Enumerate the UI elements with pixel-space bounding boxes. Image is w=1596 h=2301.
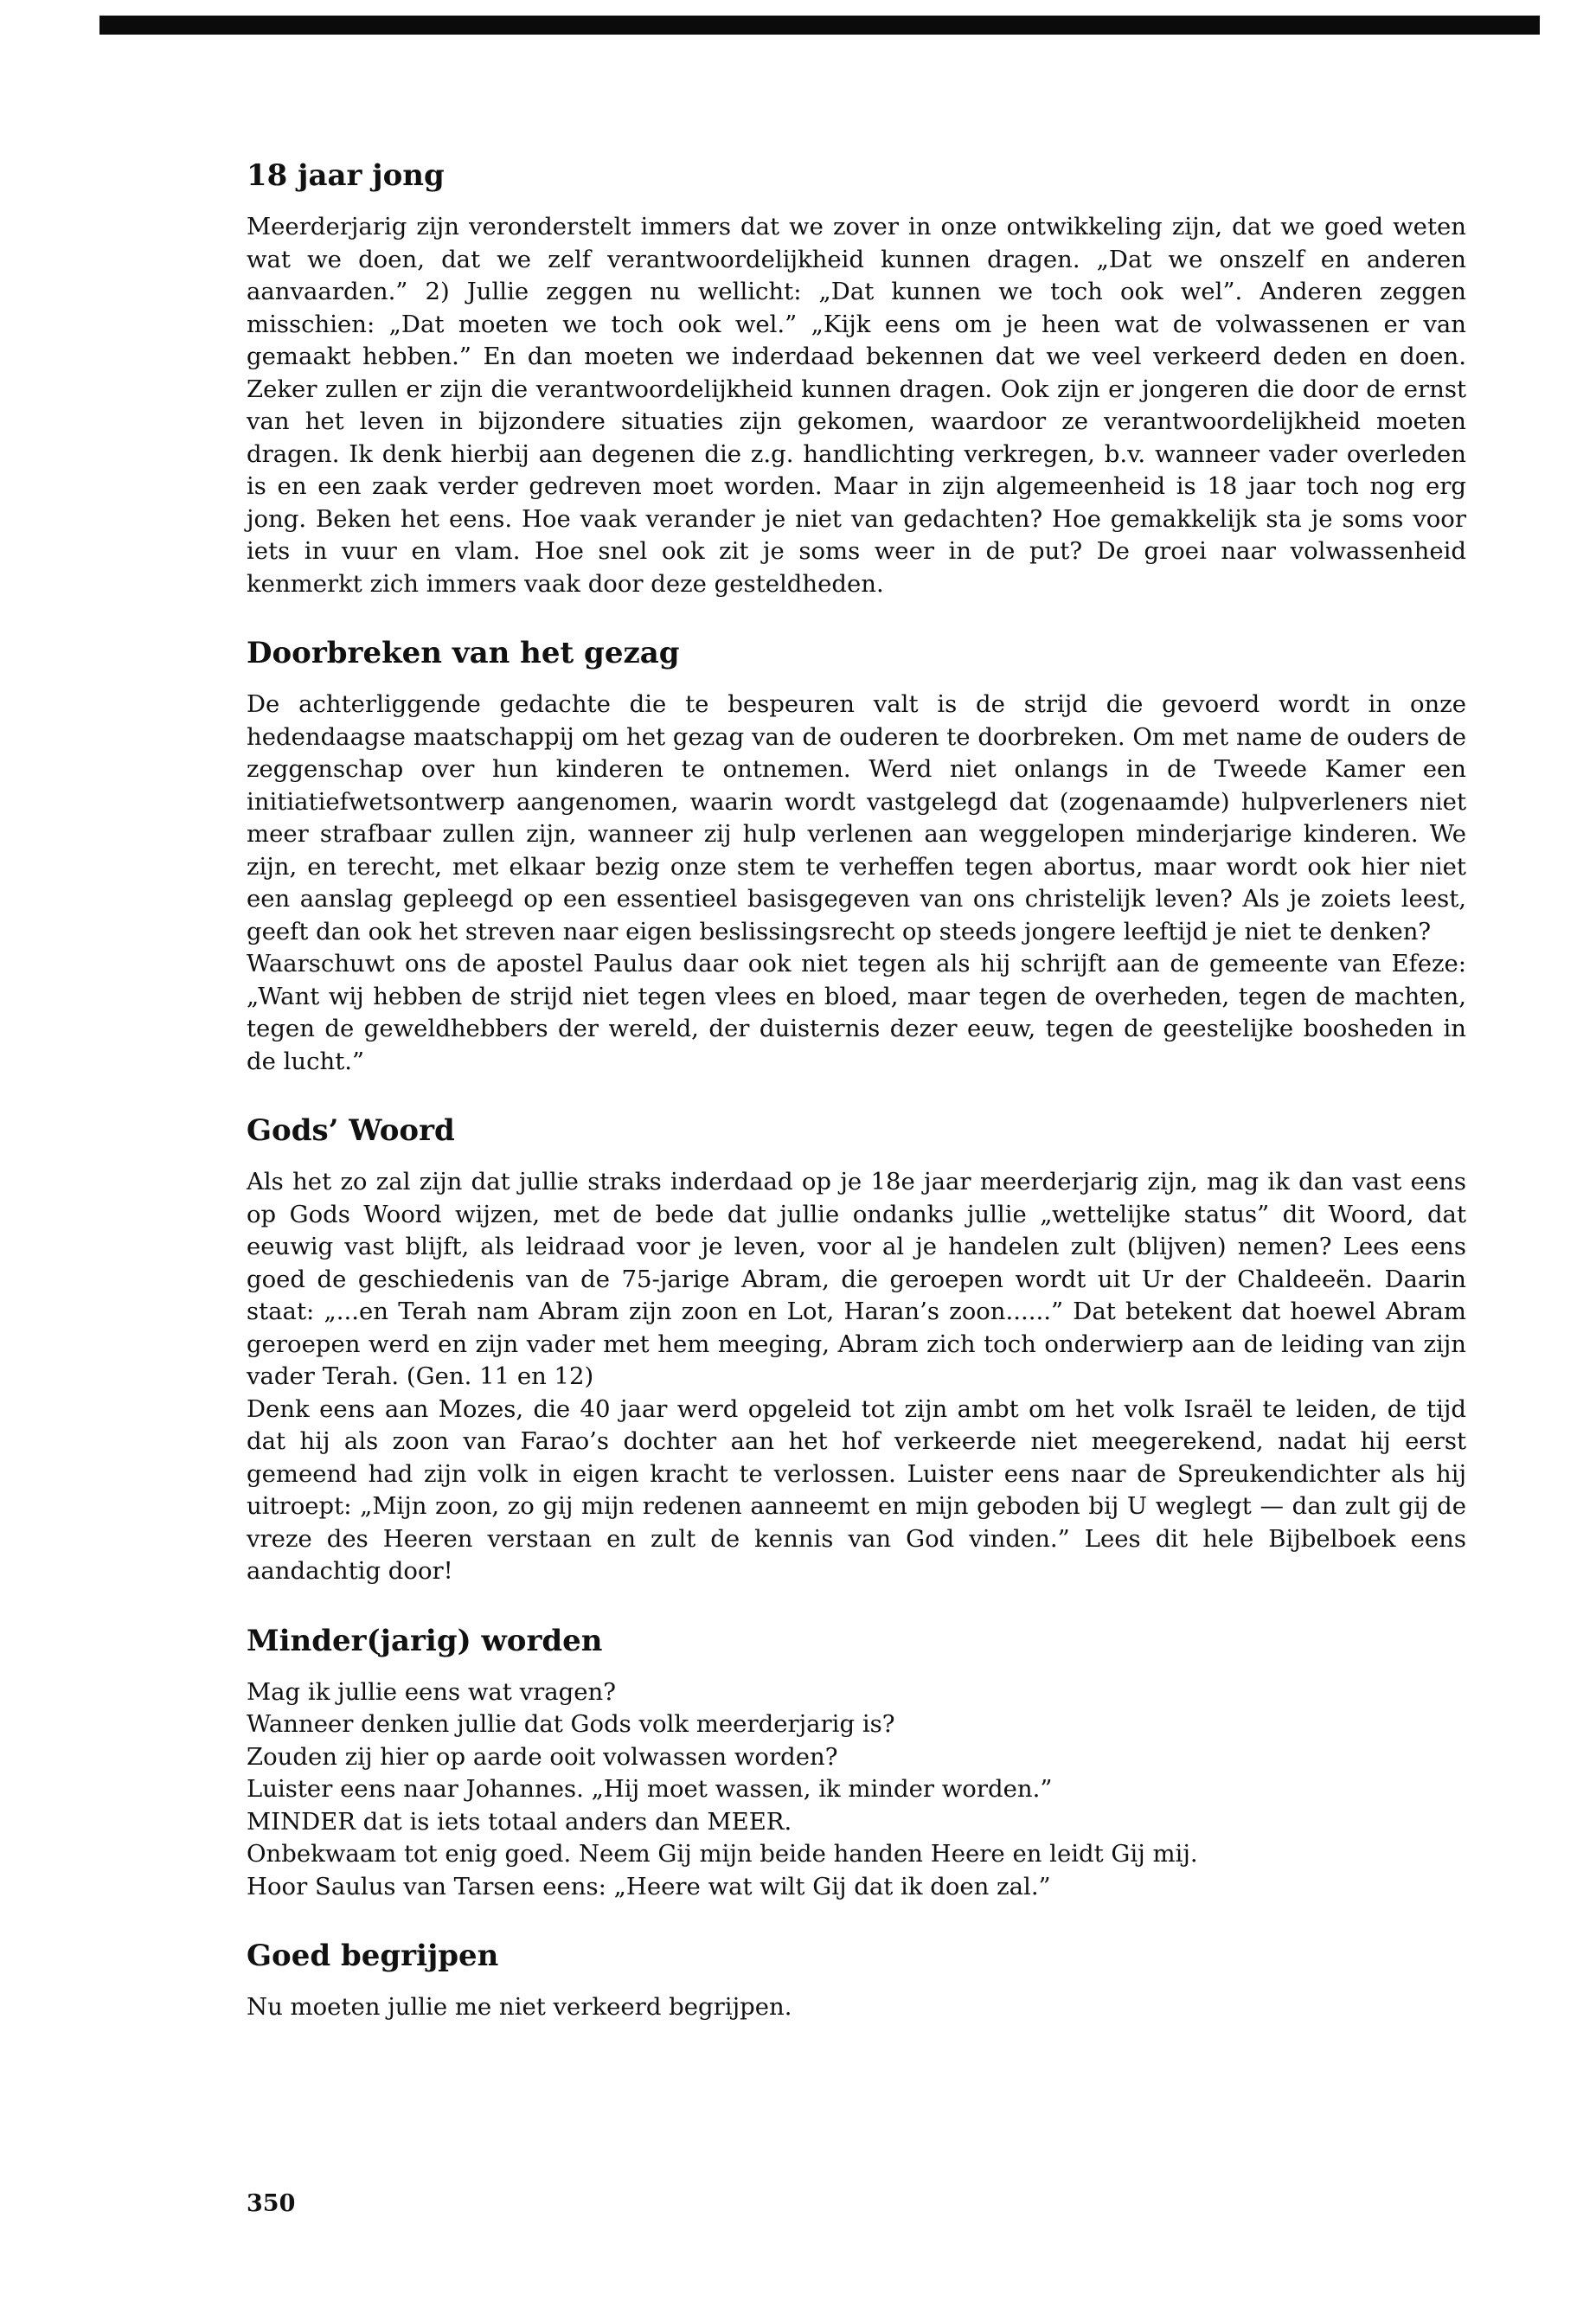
section-gods-woord [247, 1111, 1466, 1588]
article-column [247, 156, 1466, 2024]
section-heading: Goed begrijpen [247, 1939, 499, 1973]
section-minderjarig-worden [247, 1621, 1466, 1904]
text-line: Nu moeten jullie me niet verkeerd begrijpen. [247, 1993, 792, 2021]
text-line: Onbekwaam tot enig goed. Neem Gij mijn beide handen Heere en leidt Gij mij. [247, 1840, 1198, 1868]
body-paragraph: Meerderjarig zijn veronderstelt immers dat we zover in onze ontwikkeling zijn, dat we goed weten wat we doen, dat we zelf verantwoordelijkheid kunnen dragen. „Dat we onszelf en anderen aanvaarden.” 2) Jullie zeggen nu wellicht: „Dat kunnen we toch ook wel”. Anderen zeggen misschien: „Dat moeten we toch ook wel.” „Kijk eens om je heen wat de volwassenen er van gemaakt hebben.” En dan moeten we inderdaad bekennen dat we veel verkeerd deden en doen. Zeker zullen er zijn die verantwoordelijkheid kunnen dragen. Ook zijn er jongeren die door de ernst van het leven in bijzondere situaties zijn gekomen, waardoor ze verantwoordelijkheid moeten dragen. Ik denk hierbij aan degenen die z.g. handlichting verkregen, b.v. wanneer vader overleden is en een zaak verder gedreven moet worden. Maar in zijn algemeenheid is 18 jaar toch nog erg jong. Beken het eens. Hoe vaak verander je niet van gedachten? Hoe gemakkelijk sta je soms voor iets in vuur en vlam. Hoe snel ook zit je soms weer in de put? De groei naar volwassenheid kenmerkt zich immers vaak door deze gesteldheden. [247, 213, 1466, 598]
text-line: Zouden zij hier op aarde ooit volwassen worden? [247, 1742, 838, 1771]
body-paragraph: Als het zo zal zijn dat jullie straks inderdaad op je 18e jaar meerderjarig zijn, mag ik dan vast eens op Gods Woord wijzen, met de bede dat jullie ondanks jullie „wettelijke status” dit Woord, dat eeuwig vast blijft, als leidraad voor je leven, voor al je handelen zult (blijven) nemen? Lees eens goed de geschiedenis van de 75-jarige Abram, die geroepen wordt uit Ur der Chaldeeën. Daarin staat: „...en Terah nam Abram zijn zoon en Lot, Haran’s zoon......” Dat betekent dat hoewel Abram geroepen werd en zijn vader met hem meeging, Abram zich toch onderwierp aan de leiding van zijn vader Terah. (Gen. 11 en 12) [247, 1168, 1466, 1390]
section-heading: Doorbreken van het gezag [247, 636, 680, 670]
text-line: Wanneer denken jullie dat Gods volk meerderjarig is? [247, 1710, 895, 1738]
text-line: Mag ik jullie eens wat vragen? [247, 1677, 616, 1706]
scan-border-bar [99, 16, 1540, 35]
page-number: 350 [247, 2190, 296, 2217]
section-18-jaar-jong [247, 156, 1466, 600]
section-doorbreken-van-het-gezag [247, 633, 1466, 1078]
body-paragraph: De achterliggende gedachte die te bespeuren valt is de strijd die gevoerd wordt in onze hedendaagse maatschappij om het gezag van de ouderen te doorbreken. Om met name de ouders de zeggenschap over hun kinderen te ontnemen. Werd niet onlangs in de Tweede Kamer een initiatiefwetsontwerp aangenomen, waarin wordt vastgelegd dat (zogenaamde) hulpverleners niet meer strafbaar zullen zijn, wanneer zij hulp verlenen aan weggelopen minderjarige kinderen. We zijn, en terecht, met elkaar bezig onze stem te verheffen tegen abortus, maar wordt ook hier niet een aanslag gepleegd op een essentieel basisgegeven van ons christelijk leven? Als je zoiets leest, geeft dan ook het streven naar eigen beslissingsrecht op steeds jongere leeftijd je niet te denken? [247, 690, 1466, 945]
body-paragraph: Denk eens aan Mozes, die 40 jaar werd opgeleid tot zijn ambt om het volk Israël te leiden, de tijd dat hij als zoon van Farao’s dochter aan het hof verkeerde niet meegerekend, nadat hij eerst gemeend had zijn volk in eigen kracht te verlossen. Luister eens naar de Spreukendichter als hij uitroept: „Mijn zoon, zo gij mijn redenen aanneemt en mijn geboden bij U weglegt — dan zult gij de vreze des Heeren verstaan en zult de kennis van God vinden.” Lees dit hele Bijbelboek eens aandachtig door! [247, 1394, 1466, 1585]
section-heading: Minder(jarig) worden [247, 1623, 603, 1658]
section-goed-begrijpen [247, 1936, 1466, 2024]
section-heading: 18 jaar jong [247, 158, 445, 193]
body-paragraph: Waarschuwt ons de apostel Paulus daar ook niet tegen als hij schrijft aan de gemeente van Efeze: „Want wij hebben de strijd niet tegen vlees en bloed, maar tegen de overheden, tegen de machten, tegen de geweldhebbers der wereld, der duisternis dezer eeuw, tegen de geestelijke boosheden in de lucht.” [247, 950, 1466, 1075]
section-heading: Gods’ Woord [247, 1113, 455, 1148]
text-line: Hoor Saulus van Tarsen eens: „Heere wat wilt Gij dat ik doen zal.” [247, 1872, 1051, 1900]
text-line: MINDER dat is iets totaal anders dan MEER. [247, 1807, 792, 1836]
text-line: Luister eens naar Johannes. „Hij moet wassen, ik minder worden.” [247, 1775, 1053, 1803]
